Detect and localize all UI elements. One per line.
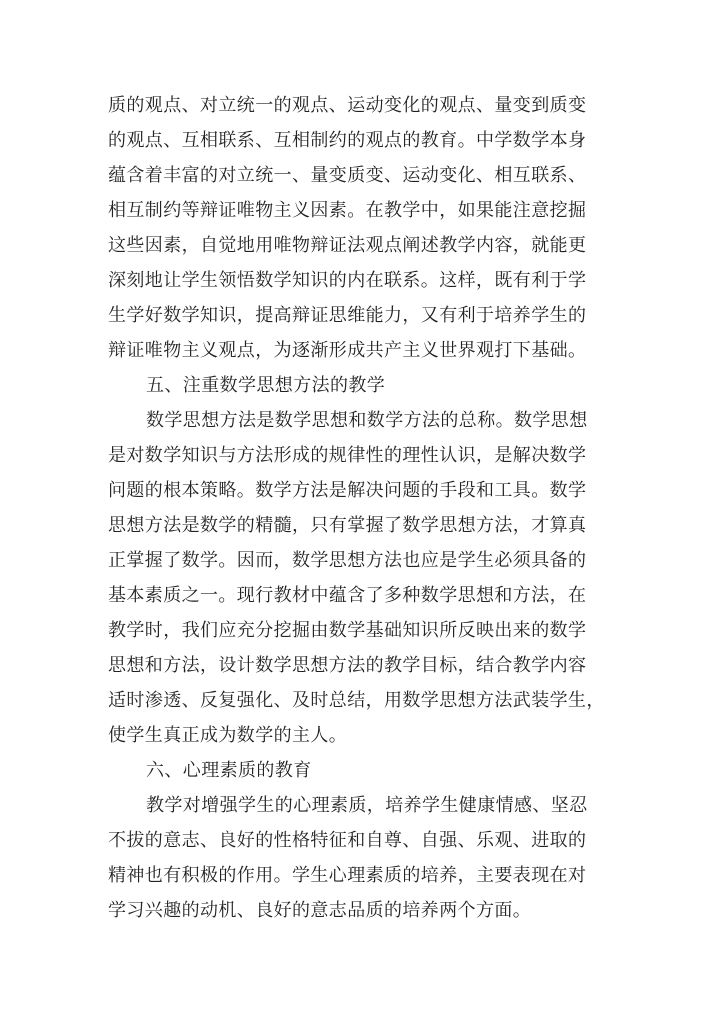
text-line: 是对数学知识与方法形成的规律性的理性认识，是解决数学 <box>108 445 587 466</box>
text-line: 数学思想方法是数学思想和数学方法的总称。数学思想 <box>146 410 588 431</box>
text-line: 教学时，我们应充分挖掘由数学基础知识所反映出来的数学 <box>108 620 587 641</box>
text-line: 相互制约等辩证唯物主义因素。在教学中，如果能注意挖掘 <box>108 200 587 221</box>
text-line: 思想和方法，设计数学思想方法的教学目标，结合教学内容 <box>108 655 587 676</box>
section-heading-6: 六、心理素质的教育 <box>146 760 312 781</box>
document-page <box>108 88 623 928</box>
text-line: 思想方法是数学的精髓，只有掌握了数学思想方法，才算真 <box>108 515 587 536</box>
text-line: 质的观点、对立统一的观点、运动变化的观点、量变到质变 <box>108 95 587 116</box>
text-line: 适时渗透、反复强化、及时总结，用数学思想方法武装学生， <box>108 690 605 711</box>
text-line: 使学生真正成为数学的主人。 <box>108 725 348 746</box>
text-line: 辩证唯物主义观点，为逐渐形成共产主义世界观打下基础。 <box>108 340 587 361</box>
text-line: 蕴含着丰富的对立统一、量变质变、运动变化、相互联系、 <box>108 165 587 186</box>
paragraph-1 <box>108 88 623 368</box>
paragraph-3 <box>108 788 623 928</box>
text-line: 学习兴趣的动机、良好的意志品质的培养两个方面。 <box>108 900 532 921</box>
text-line: 深刻地让学生领悟数学知识的内在联系。这样，既有利于学 <box>108 270 587 291</box>
section-heading-5: 五、注重数学思想方法的教学 <box>146 375 386 396</box>
paragraph-2 <box>108 403 623 753</box>
text-line: 不拔的意志、良好的性格特征和自尊、自强、乐观、进取的 <box>108 830 587 851</box>
text-line: 的观点、互相联系、互相制约的观点的教育。中学数学本身 <box>108 130 587 151</box>
text-line: 教学对增强学生的心理素质，培养学生健康情感、坚忍 <box>146 795 588 816</box>
text-line: 问题的根本策略。数学方法是解决问题的手段和工具。数学 <box>108 480 587 501</box>
text-line: 精神也有积极的作用。学生心理素质的培养，主要表现在对 <box>108 865 587 886</box>
text-line: 基本素质之一。现行教材中蕴含了多种数学思想和方法，在 <box>108 585 587 606</box>
text-line: 这些因素，自觉地用唯物辩证法观点阐述教学内容，就能更 <box>108 235 587 256</box>
text-line: 正掌握了数学。因而，数学思想方法也应是学生必须具备的 <box>108 550 587 571</box>
text-line: 生学好数学知识，提高辩证思维能力，又有利于培养学生的 <box>108 305 587 326</box>
